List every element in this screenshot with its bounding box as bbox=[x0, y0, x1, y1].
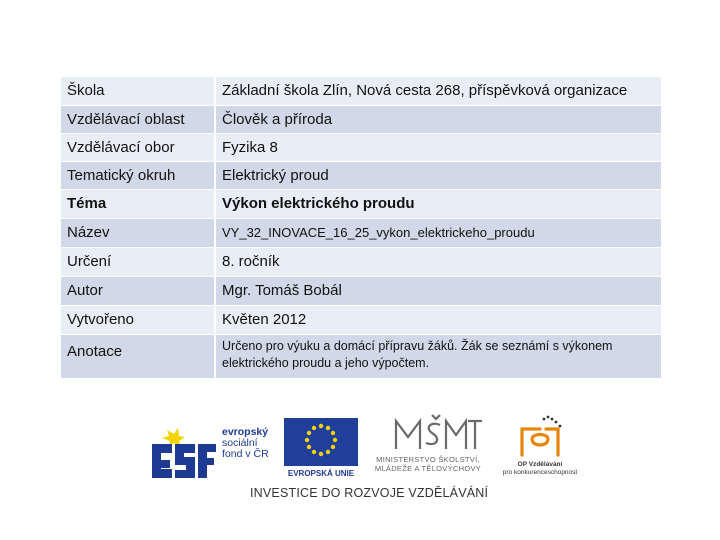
table-row bbox=[61, 77, 661, 106]
table-row bbox=[61, 248, 661, 277]
msmt-logo bbox=[364, 413, 492, 481]
row-key: Určení bbox=[61, 248, 215, 277]
row-value: Mgr. Tomáš Bobál bbox=[215, 277, 661, 306]
row-value: Fyzika 8 bbox=[215, 134, 661, 162]
op-line2: pro konkurenceschopnost bbox=[502, 468, 578, 476]
row-key: Škola bbox=[61, 77, 215, 106]
eu-logo bbox=[282, 416, 360, 480]
msmt-mark-icon bbox=[364, 413, 492, 457]
row-key: Název bbox=[61, 219, 215, 248]
row-key: Vzdělávací obor bbox=[61, 134, 215, 162]
row-key: Vytvořeno bbox=[61, 306, 215, 335]
esf-line2: sociální bbox=[222, 437, 258, 449]
table-row bbox=[61, 162, 661, 190]
row-key: Tematický okruh bbox=[61, 162, 215, 190]
esf-line1: evropský bbox=[222, 426, 269, 438]
row-value: 8. ročník bbox=[215, 248, 661, 277]
row-value: Základní škola Zlín, Nová cesta 268, příspěvková organizace bbox=[215, 77, 661, 106]
row-value: Elektrický proud bbox=[215, 162, 661, 190]
investice-footer: INVESTICE DO ROZVOJE VZDĚLÁVÁNÍ bbox=[250, 486, 489, 500]
row-value: Člověk a příroda bbox=[215, 106, 661, 134]
table-row bbox=[61, 335, 661, 379]
table-row bbox=[61, 134, 661, 162]
row-key: Vzdělávací oblast bbox=[61, 106, 215, 134]
table-row bbox=[61, 219, 661, 248]
msmt-line1: MINISTERSTVO ŠKOLSTVÍ, bbox=[376, 455, 480, 464]
op-caption bbox=[500, 461, 580, 476]
op-logo bbox=[500, 413, 580, 481]
row-value: Květen 2012 bbox=[215, 306, 661, 335]
esf-text bbox=[222, 427, 269, 460]
table-row bbox=[61, 106, 661, 134]
op-line1: OP Vzdělávání bbox=[517, 461, 563, 468]
msmt-caption bbox=[364, 455, 492, 473]
table-row bbox=[61, 277, 661, 306]
eu-caption: EVROPSKÁ UNIE bbox=[287, 469, 355, 478]
row-value: VY_32_INOVACE_16_25_vykon_elektrickeho_proudu bbox=[215, 219, 661, 248]
esf-logo bbox=[148, 416, 276, 480]
row-value: Určeno pro výuku a domácí přípravu žáků. Žák se seznámí s výkonem elektrického proudu a jeho výpočtem. bbox=[215, 335, 661, 379]
esf-line3: fond v ČR bbox=[222, 448, 269, 460]
row-key: Anotace bbox=[61, 335, 215, 379]
op-mark-icon bbox=[500, 413, 580, 461]
logo-strip bbox=[148, 413, 580, 483]
row-key: Autor bbox=[61, 277, 215, 306]
esf-mark-icon bbox=[148, 416, 220, 480]
row-key: Téma bbox=[61, 190, 215, 219]
msmt-line2: MLÁDEŽE A TĚLOVÝCHOVY bbox=[374, 464, 482, 473]
metadata-table bbox=[61, 76, 661, 379]
table-row bbox=[61, 190, 661, 219]
eu-flag-icon bbox=[282, 416, 360, 468]
table-row bbox=[61, 306, 661, 335]
row-value: Výkon elektrického proudu bbox=[215, 190, 661, 219]
